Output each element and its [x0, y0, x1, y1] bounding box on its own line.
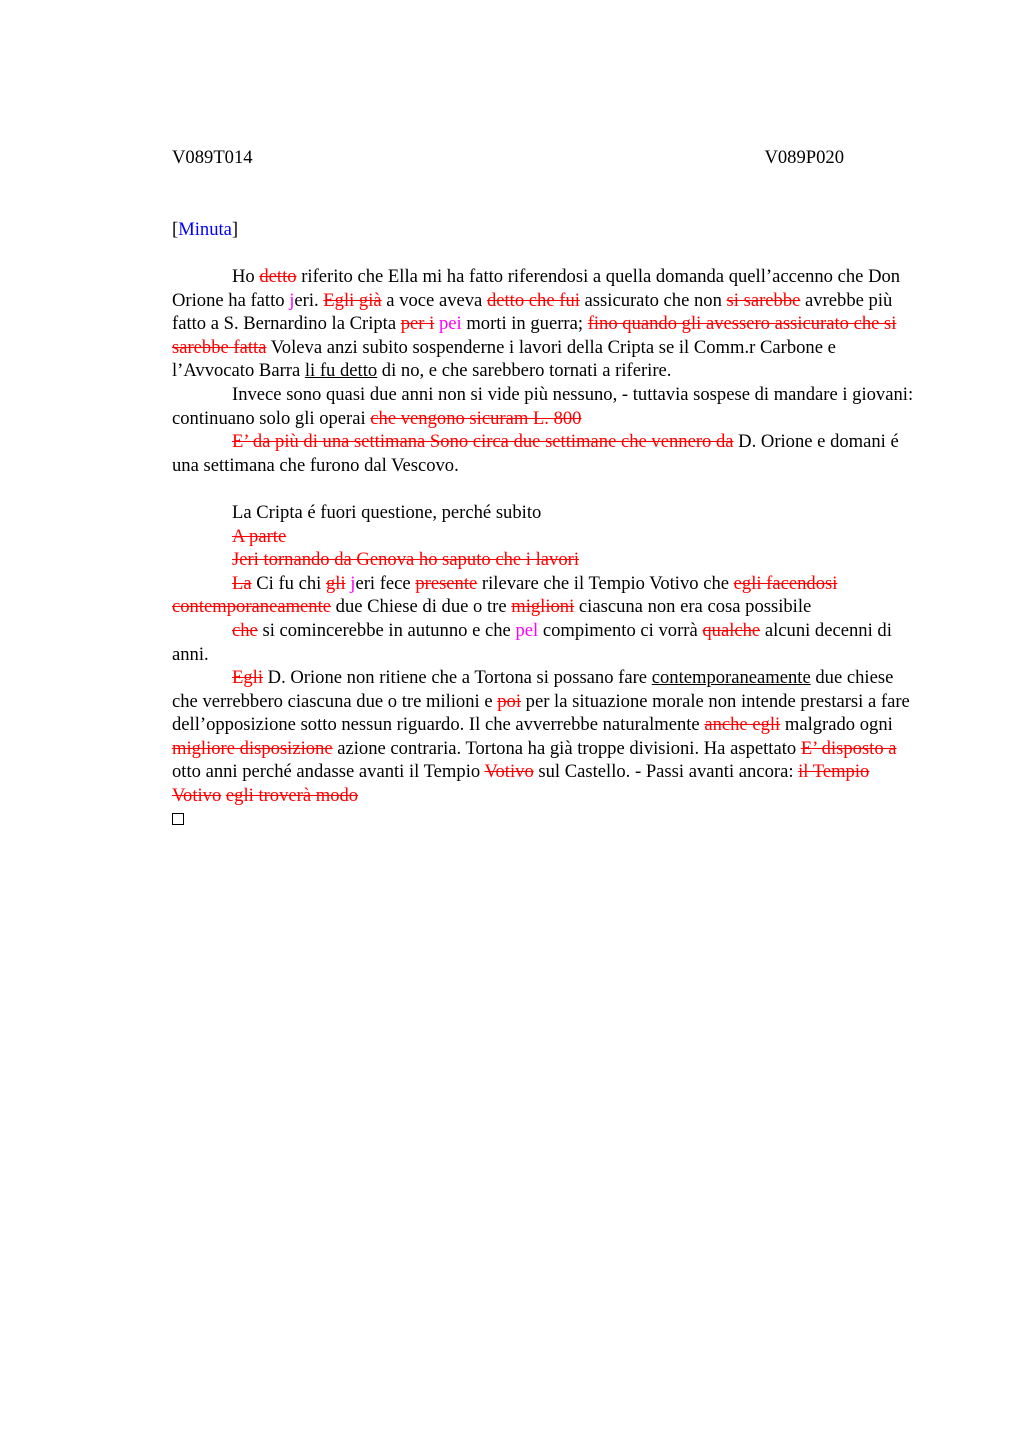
deleted-text: anche egli — [704, 714, 781, 736]
text-run: Ci fu chi — [251, 572, 326, 594]
text-run: ciascuna non era cosa possibile — [574, 596, 812, 618]
paragraph — [172, 430, 922, 477]
paragraph — [172, 501, 922, 525]
deleted-text: che vengono sicuram L. 800 — [370, 407, 582, 429]
text-run: compimento ci vorrà — [538, 619, 703, 641]
label-text: Minuta — [178, 219, 232, 240]
deleted-text: poi — [497, 690, 522, 712]
underlined-text: contemporaneamente — [651, 667, 811, 689]
deleted-text: presente — [415, 572, 478, 594]
text-run: assicurato che non — [579, 289, 727, 311]
text-run: a voce aveva — [381, 289, 487, 311]
inserted-text: j — [350, 572, 356, 594]
label-open-bracket: [ — [172, 219, 179, 240]
header-codes — [172, 146, 844, 170]
paragraph — [172, 383, 922, 430]
deleted-text: il Tempio Votivo — [172, 761, 870, 807]
deleted-text: egli facendosi contemporaneamente — [172, 572, 838, 618]
inserted-text: j — [289, 289, 295, 311]
paragraph — [172, 619, 922, 666]
inserted-text: pel — [515, 619, 539, 641]
deleted-text: miglioni — [511, 596, 575, 618]
text-run: Voleva anzi subito sospenderne i lavori della Cripta se il Comm.r Carbone e l’Avvocato Barra — [172, 336, 836, 382]
minuta-label — [172, 218, 238, 242]
checkbox-square-icon — [172, 813, 184, 825]
underlined-text: li fu detto — [304, 360, 378, 382]
deleted-text: qualche — [702, 619, 761, 641]
text-run: azione contraria. Tortona ha già troppe divisioni. Ha aspettato — [332, 737, 801, 759]
deleted-text: egli troverà modo — [225, 785, 359, 807]
paragraph — [172, 265, 922, 383]
text-run: rilevare che il Tempio Votivo che — [477, 572, 734, 594]
paragraph — [172, 572, 922, 619]
deleted-text: Votivo — [484, 761, 534, 783]
label-close-bracket: ] — [231, 219, 239, 240]
inserted-text: pei — [438, 313, 462, 335]
text-run: D. Orione e domani é una settimana che furono dal Vescovo. — [172, 431, 899, 476]
paragraph — [172, 548, 922, 572]
deleted-text: Egli già — [323, 289, 382, 311]
text-run: La Cripta é fuori questione, perché subito — [232, 501, 542, 523]
deleted-text: detto che fui — [486, 289, 580, 311]
deleted-text: fino quando gli avessero assicurato che si sarebbe fatta — [172, 313, 897, 358]
text-run: per la situazione morale non intende prestarsi a fare dell’opposizione sotto nessun riguardo. Il che avverrebbe naturalmente — [172, 690, 910, 736]
text-run: Invece sono quasi due anni non si vide più nessuno, - tuttavia sospese di mandare i giovani: continuano solo gli operai — [172, 383, 914, 429]
text-run: due chiese che verrebbero ciascuna due o tre milioni e — [172, 667, 894, 712]
deleted-text: E’ da più di una settimana Sono circa due settimane che vennero da — [232, 431, 734, 453]
text-run: otto anni perché andasse avanti il Tempio — [172, 761, 485, 783]
text-run: alcuni decenni di anni. — [172, 619, 892, 665]
deleted-text: E’ disposto a — [800, 737, 897, 759]
text-run: due Chiese di due o tre — [331, 596, 512, 618]
paragraph — [172, 525, 922, 549]
text-run: D. Orione non ritiene che a Tortona si possano fare — [263, 667, 652, 689]
text-run: di no, e che sarebbero tornati a riferire. — [377, 360, 672, 382]
text-run: si comincerebbe in autunno e che — [257, 619, 516, 641]
deleted-text: migliore disposizione — [172, 737, 333, 759]
text-run: malgrado ogni — [780, 714, 893, 736]
deleted-text: detto — [259, 266, 297, 287]
deleted-text: A parte — [232, 525, 287, 547]
document-code-right: V089P020 — [764, 147, 844, 168]
text-run: sul Castello. - Passi avanti ancora: — [533, 761, 799, 783]
paragraph — [172, 666, 922, 808]
deleted-text: Jeri tornando da Genova ho saputo che i lavori — [232, 549, 579, 571]
text-run: morti in guerra; — [461, 313, 588, 335]
deleted-text: gli — [326, 572, 346, 594]
letter-body — [172, 265, 922, 831]
end-marker-line — [172, 808, 922, 832]
text-run: Ho — [232, 266, 260, 287]
text-run: eri fece — [355, 572, 416, 594]
deleted-text: Egli — [232, 667, 263, 689]
deleted-text: La — [232, 572, 252, 594]
deleted-text: che — [232, 619, 258, 641]
text-run: eri. — [294, 289, 324, 311]
text-run: avrebbe più fatto a S. Bernardino la Cripta — [172, 289, 893, 335]
text-run: riferito che Ella mi ha fatto riferendosi a quella domanda quell’accenno che Don Orione ha fatto — [172, 266, 901, 311]
deleted-text: per i — [400, 313, 435, 335]
document-code-left: V089T014 — [172, 147, 253, 168]
deleted-text: si sarebbe — [726, 289, 801, 311]
